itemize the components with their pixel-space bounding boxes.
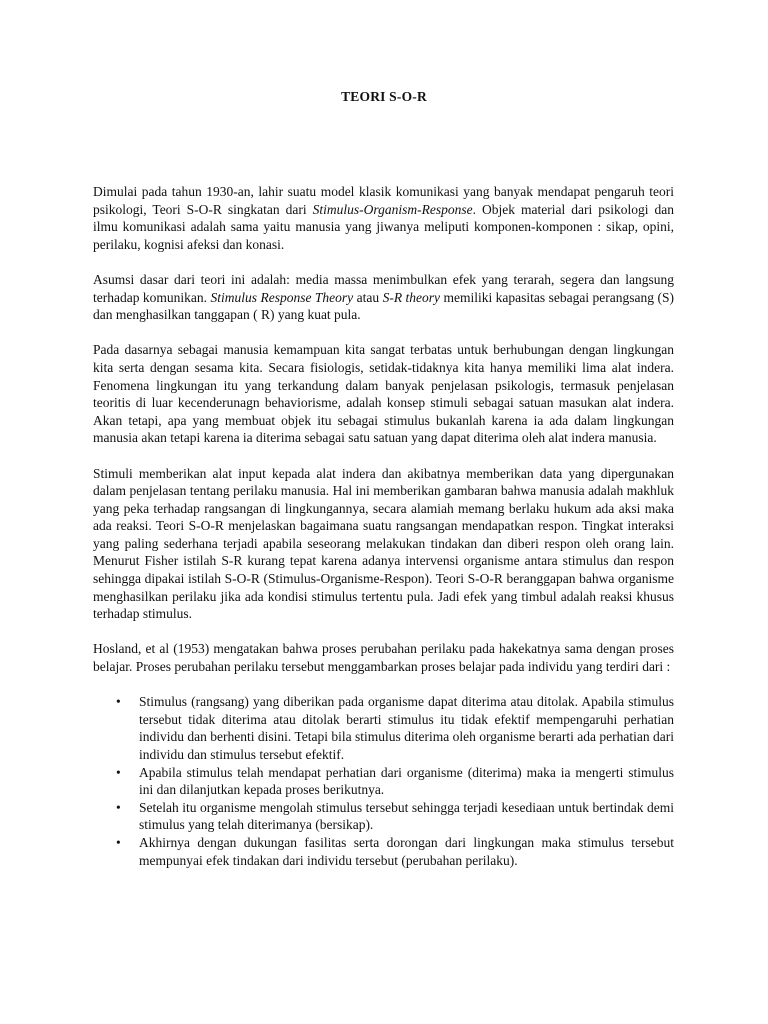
bullet-icon: • [116, 694, 121, 710]
paragraph-text: Pada dasarnya sebagai manusia kemampuan kita sangat terbatas untuk berhubungan dengan lingkungan kita serta dengan sesama kita. Secara fisiologis, setidak-tidaknya kita hanya memiliki lima alat indera. Fenomena lingkungan itu yang terkandung dalam banyak penjelasan psikologis, termasuk penjelasan teoritis di luar kecenderunagn behaviorisme, adalah konsep stimuli sebagai satuan masukan alat indera. Akan tetapi, apa yang membuat objek itu sebagai stimulus bukanlah karena ia ada dalam lingkungan manusia akan tetapi karena ia diterima sebagai satu satuan yang dapat diterima oleh alat indera manusia. [93, 342, 674, 446]
paragraph-list [93, 183, 674, 676]
italic-term: S-R theory [382, 289, 441, 305]
italic-term: Stimulus Response Theory [210, 289, 354, 305]
paragraph [93, 183, 674, 253]
bullet-icon: • [116, 799, 121, 815]
paragraph [93, 271, 674, 324]
bullet-list [93, 693, 674, 869]
paragraph-text: Asumsi dasar dari teori ini adalah: media massa menimbulkan efek yang terarah, segera dan langsung terhadap komunikan. [93, 271, 674, 305]
list-item [93, 799, 674, 834]
italic-term: Stimulus-Organism-Response [312, 201, 473, 217]
list-item-text: Akhirnya dengan dukungan fasilitas serta dorongan dari lingkungan maka stimulus tersebut mempunyai efek tindakan dari individu tersebut (perubahan perilaku). [139, 834, 674, 868]
list-item-text: Apabila stimulus telah mendapat perhatian dari organisme (diterima) maka ia mengerti stimulus ini dan dilanjutkan kepada proses berikutnya. [139, 764, 674, 798]
document-title: TEORI S-O-R [341, 89, 427, 104]
paragraph-text: Dimulai pada tahun 1930-an, lahir suatu model klasik komunikasi yang banyak mendapat pengaruh teori psikologi, Teori S-O-R singkatan dari [93, 184, 674, 217]
list-item [93, 764, 674, 799]
paragraph-text: Stimuli memberikan alat input kepada alat indera dan akibatnya memberikan data yang dipergunakan dalam penjelasan tentang perilaku manusia. Hal ini memberikan gambaran bahwa manusia adalah makhluk yang peka terhadap rangsangan di lingkungannya, secara alamiah memang berlaku hukum ada aksi maka ada reaksi. Teori S-O-R menjelaskan bagaimana suatu rangsangan mendapatkan respon. Tingkat interaksi yang paling sederhana terjadi apabila seseorang melakukan tindakan dan diberi respon oleh orang lain. Menurut Fisher istilah S-R kurang tepat karena adanya intervensi organisme antara stimulus dan respon sehingga dipakai istilah S-O-R (Stimulus-Organisme-Respon). Teori S-O-R beranggapan bahwa organisme menghasilkan perilaku jika ada kondisi stimulus tertentu pula. Jadi efek yang timbul adalah reaksi khusus terhadap stimulus. [93, 465, 674, 622]
list-item [93, 693, 674, 763]
bullet-icon: • [116, 764, 121, 780]
list-item-text: Setelah itu organisme mengolah stimulus tersebut sehingga terjadi kesediaan untuk bertindak demi stimulus yang telah diterimanya (bersikap). [139, 799, 674, 833]
bullet-icon: • [116, 834, 121, 850]
paragraph-text: . Objek material dari psikologi dan ilmu komunikasi adalah sama yaitu manusia yang jiwanya meliputi komponen-komponen : sikap, opini, perilaku, kognisi afeksi dan konasi. [93, 201, 674, 252]
paragraph [93, 465, 674, 623]
document-body [93, 183, 674, 869]
paragraph [93, 341, 674, 447]
paragraph-text: memiliki kapasitas sebagai perangsang (S) dan menghasilkan tanggapan ( R) yang kuat pula. [93, 289, 674, 323]
list-item [93, 834, 674, 869]
paragraph-text: Hosland, et al (1953) mengatakan bahwa proses perubahan perilaku pada hakekatnya sama dengan proses belajar. Proses perubahan perilaku tersebut menggambarkan proses belajar pada individu yang terdiri dari : [93, 641, 674, 675]
paragraph-text: atau [353, 289, 383, 305]
list-item-text: Stimulus (rangsang) yang diberikan pada organisme dapat diterima atau ditolak. Apabila stimulus tersebut tidak diterima atau ditolak berarti stimulus itu tidak efektif mempengaruhi perhatian individu dan berhenti disini. Tetapi bila stimulus diterima oleh organisme berarti ada perhatian dari individu dan stimulus tersebut efektif. [139, 694, 674, 762]
paragraph [93, 640, 674, 675]
